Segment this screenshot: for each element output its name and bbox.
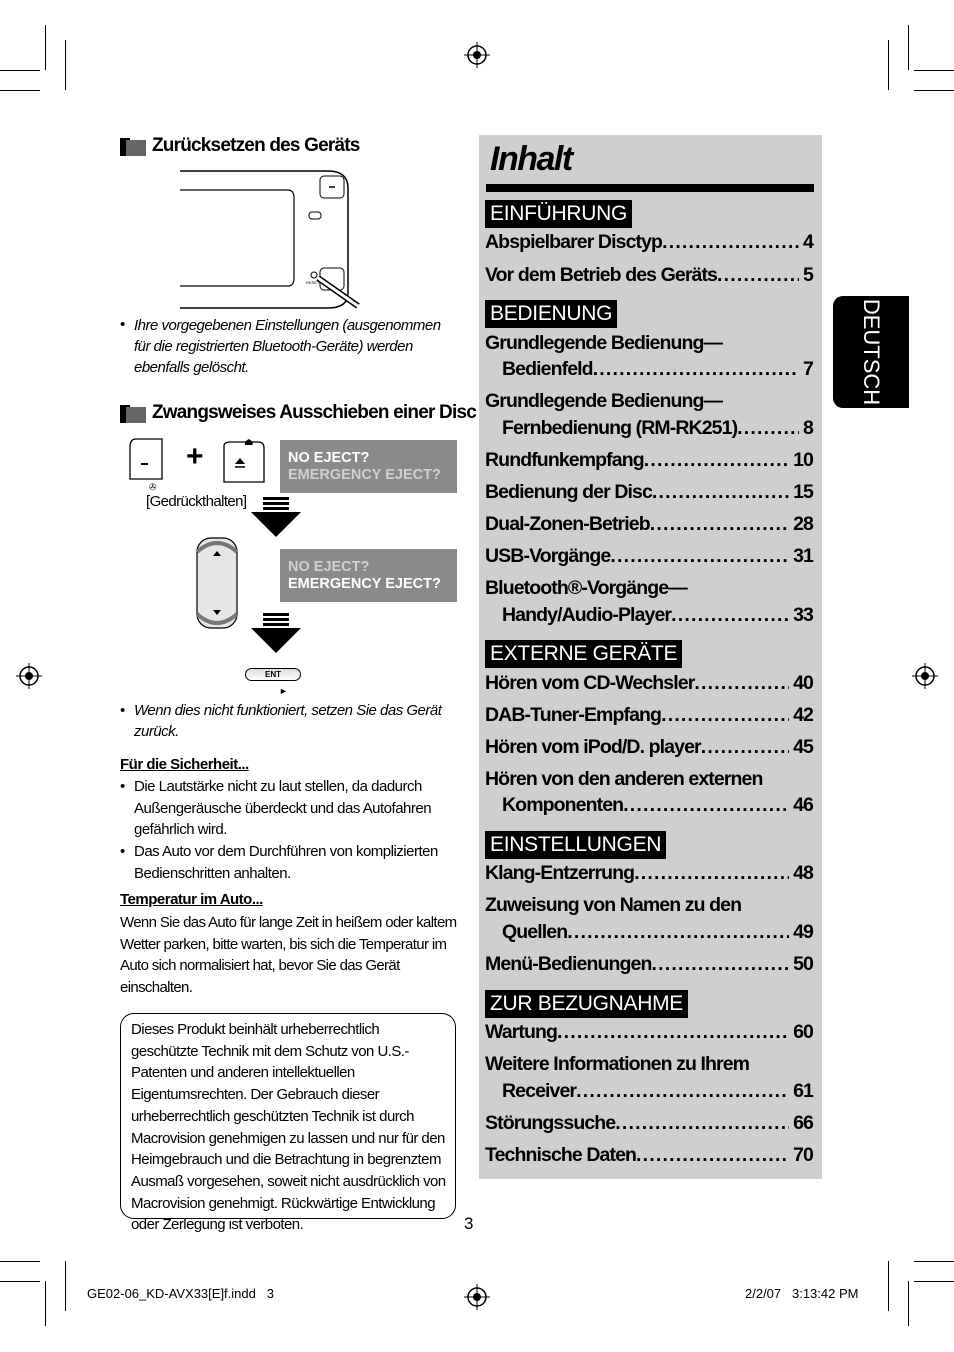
footer-date: 2/2/07 3:13:42 PM [745,1286,859,1301]
toc-entry[interactable]: Klang-Entzerrung ..... 48 [485,862,813,888]
crop-mark [908,25,909,70]
toc-entry[interactable]: Grundlegende Bedienung— [485,390,723,412]
down-arrow-icon [251,497,301,539]
toc-entry[interactable]: Hören von den anderen externen [485,768,763,790]
toc-entry[interactable]: Hören vom iPod/D. player ..... 45 [485,736,813,762]
footer-file: GE02-06_KD-AVX33[E]f.indd 3 [87,1286,274,1301]
toc-entry[interactable]: Weitere Informationen zu Ihrem [485,1053,750,1075]
registration-mark-icon [912,663,938,689]
language-tab [833,296,909,408]
eject-section-title: Zwangsweises Ausschieben einer Disc [152,402,476,423]
eject-note: Wenn dies nicht funktioniert, setzen Sie das Gerät zurück. [134,702,442,740]
reset-section-title: Zurücksetzen des Geräts [152,135,360,156]
plus-sign: + [186,440,204,473]
toc-entry[interactable]: Fernbedienung (RM-RK251) ..... 8 [502,417,813,443]
toc-entry[interactable]: Quellen ..... 49 [502,921,813,947]
crop-mark [914,1261,954,1262]
toc-entry[interactable]: Bedienfeld ..... 7 [502,358,813,384]
toc-entry[interactable]: USB-Vorgänge ..... 31 [485,545,813,571]
display-line-2: EMERGENCY EJECT? [288,467,441,483]
toc-entry[interactable]: Menü-Bedienungen ..... 50 [485,953,813,979]
toc-entry[interactable]: Technische Daten ..... 70 [485,1144,813,1170]
toc-title: Inhalt [490,140,572,178]
crop-mark [0,90,40,91]
toc-category: ZUR BEZUGNAHME [485,990,688,1018]
play-arrow-icon: ► [279,686,288,696]
attenuator-icon: ✇ [149,482,157,492]
toc-category: EINFÜHRUNG [485,200,632,228]
toc-entry[interactable]: Störungssuche ..... 66 [485,1112,813,1138]
toc-category: EINSTELLUNGEN [485,831,666,859]
toc-category: BEDIENUNG [485,300,617,328]
temperature-text: Wenn Sie das Auto für lange Zeit in heißem oder kaltem Wetter parken, bitte warten, bis sich die Temperatur im Auto sich normalisiert hat, bevor Sie das Gerät einschalten. [120,914,457,997]
toc-entry[interactable]: Vor dem Betrieb des Geräts ..... 5 [485,264,813,290]
macrovision-notice: Dieses Produkt beinhält urheberrechtlich geschützte Technik mit dem Schutz von U.S.-Patenten und anderen intellektuellen Eigentumsrechten. Der Gebrauch dieser urheberrechtlich geschützten Technik ist durch Macrovision genehmigen zu lassen und nur für den Heimgebrauch und die Betrachtung in begrenztem Ausmaß vorgesehen, soweit nicht ausdrücklich von Macrovision genehmigt. Rückwärtige Entwicklung oder Zerlegung ist verboten. [120,1013,456,1219]
safety-item: Die Lautstärke nicht zu laut stellen, da dadurch Außengeräusche überdeckt und das Autofahren gefährlich wird. [134,778,432,839]
toc-entry[interactable]: Wartung ..... 60 [485,1021,813,1047]
safety-item: Das Auto vor dem Durchführen von komplizierten Bedienschritten anhalten. [134,843,438,882]
crop-mark [914,1281,954,1282]
minus-button-icon [126,437,166,481]
crop-mark [65,1261,66,1311]
eject-symbol-icon: ⏏ [244,437,254,448]
down-arrow-icon [251,613,301,655]
safety-heading: Für die Sicherheit... [120,756,249,773]
section-marker-icon [120,138,146,156]
crop-mark [0,70,40,71]
toc-entry[interactable]: DAB-Tuner-Empfang ..... 42 [485,704,813,730]
unit-reset-illustration [178,168,368,313]
ent-button: ENT [245,668,301,681]
display-line-1: NO EJECT? [288,450,370,466]
registration-mark-icon [464,1284,490,1310]
display-panel-2 [280,549,457,602]
toc-entry[interactable]: Hören vom CD-Wechsler ..... 40 [485,672,813,698]
toc-entry[interactable]: Handy/Audio-Player ..... 33 [502,604,813,630]
reset-note: Ihre vorgegebenen Einstellungen (ausgenommen für die registrierten Bluetooth-Geräte) werden ebenfalls gelöscht. [134,317,441,376]
registration-mark-icon [464,42,490,68]
toc-entry[interactable]: Rundfunkempfang ..... 10 [485,449,813,475]
crop-mark [65,40,66,90]
crop-mark [0,1261,40,1262]
bullet: • [120,778,126,795]
crop-mark [914,90,954,91]
bullet: • [120,843,126,860]
display-panel-1 [280,440,457,493]
toc-entry[interactable]: Receiver ..... 61 [502,1080,813,1106]
display-line-2: EMERGENCY EJECT? [288,576,441,592]
toc-entry[interactable]: Komponenten ..... 46 [502,794,813,820]
toc-rule [486,184,814,192]
toc-entry[interactable]: Bedienung der Disc ..... 15 [485,481,813,507]
crop-mark [914,70,954,71]
bullet: • [120,316,126,333]
crop-mark [0,1281,40,1282]
svg-text:RESET: RESET [306,280,320,285]
crop-mark [888,40,889,90]
crop-mark [45,1281,46,1326]
toc-entry[interactable]: Grundlegende Bedienung— [485,332,723,354]
hold-label: [Gedrückthalten] [146,493,247,510]
section-marker-icon [120,405,146,423]
page-number: 3 [464,1214,474,1233]
language-tab-label: DEUTSCH [859,298,884,406]
temperature-heading: Temperatur im Auto... [120,891,263,908]
display-line-1: NO EJECT? [288,559,370,575]
toc-entry[interactable]: Dual-Zonen-Betrieb ..... 28 [485,513,813,539]
crop-mark [908,1281,909,1326]
toc-category: EXTERNE GERÄTE [485,640,682,668]
scroll-wheel-icon [194,536,240,630]
toc-entry[interactable]: Abspielbarer Disctyp ..... 4 [485,231,813,257]
toc-entry[interactable]: Bluetooth®-Vorgänge— [485,577,687,599]
crop-mark [45,25,46,70]
bullet: • [120,702,126,719]
toc-entry[interactable]: Zuweisung von Namen zu den [485,894,742,916]
registration-mark-icon [16,663,42,689]
crop-mark [888,1261,889,1311]
